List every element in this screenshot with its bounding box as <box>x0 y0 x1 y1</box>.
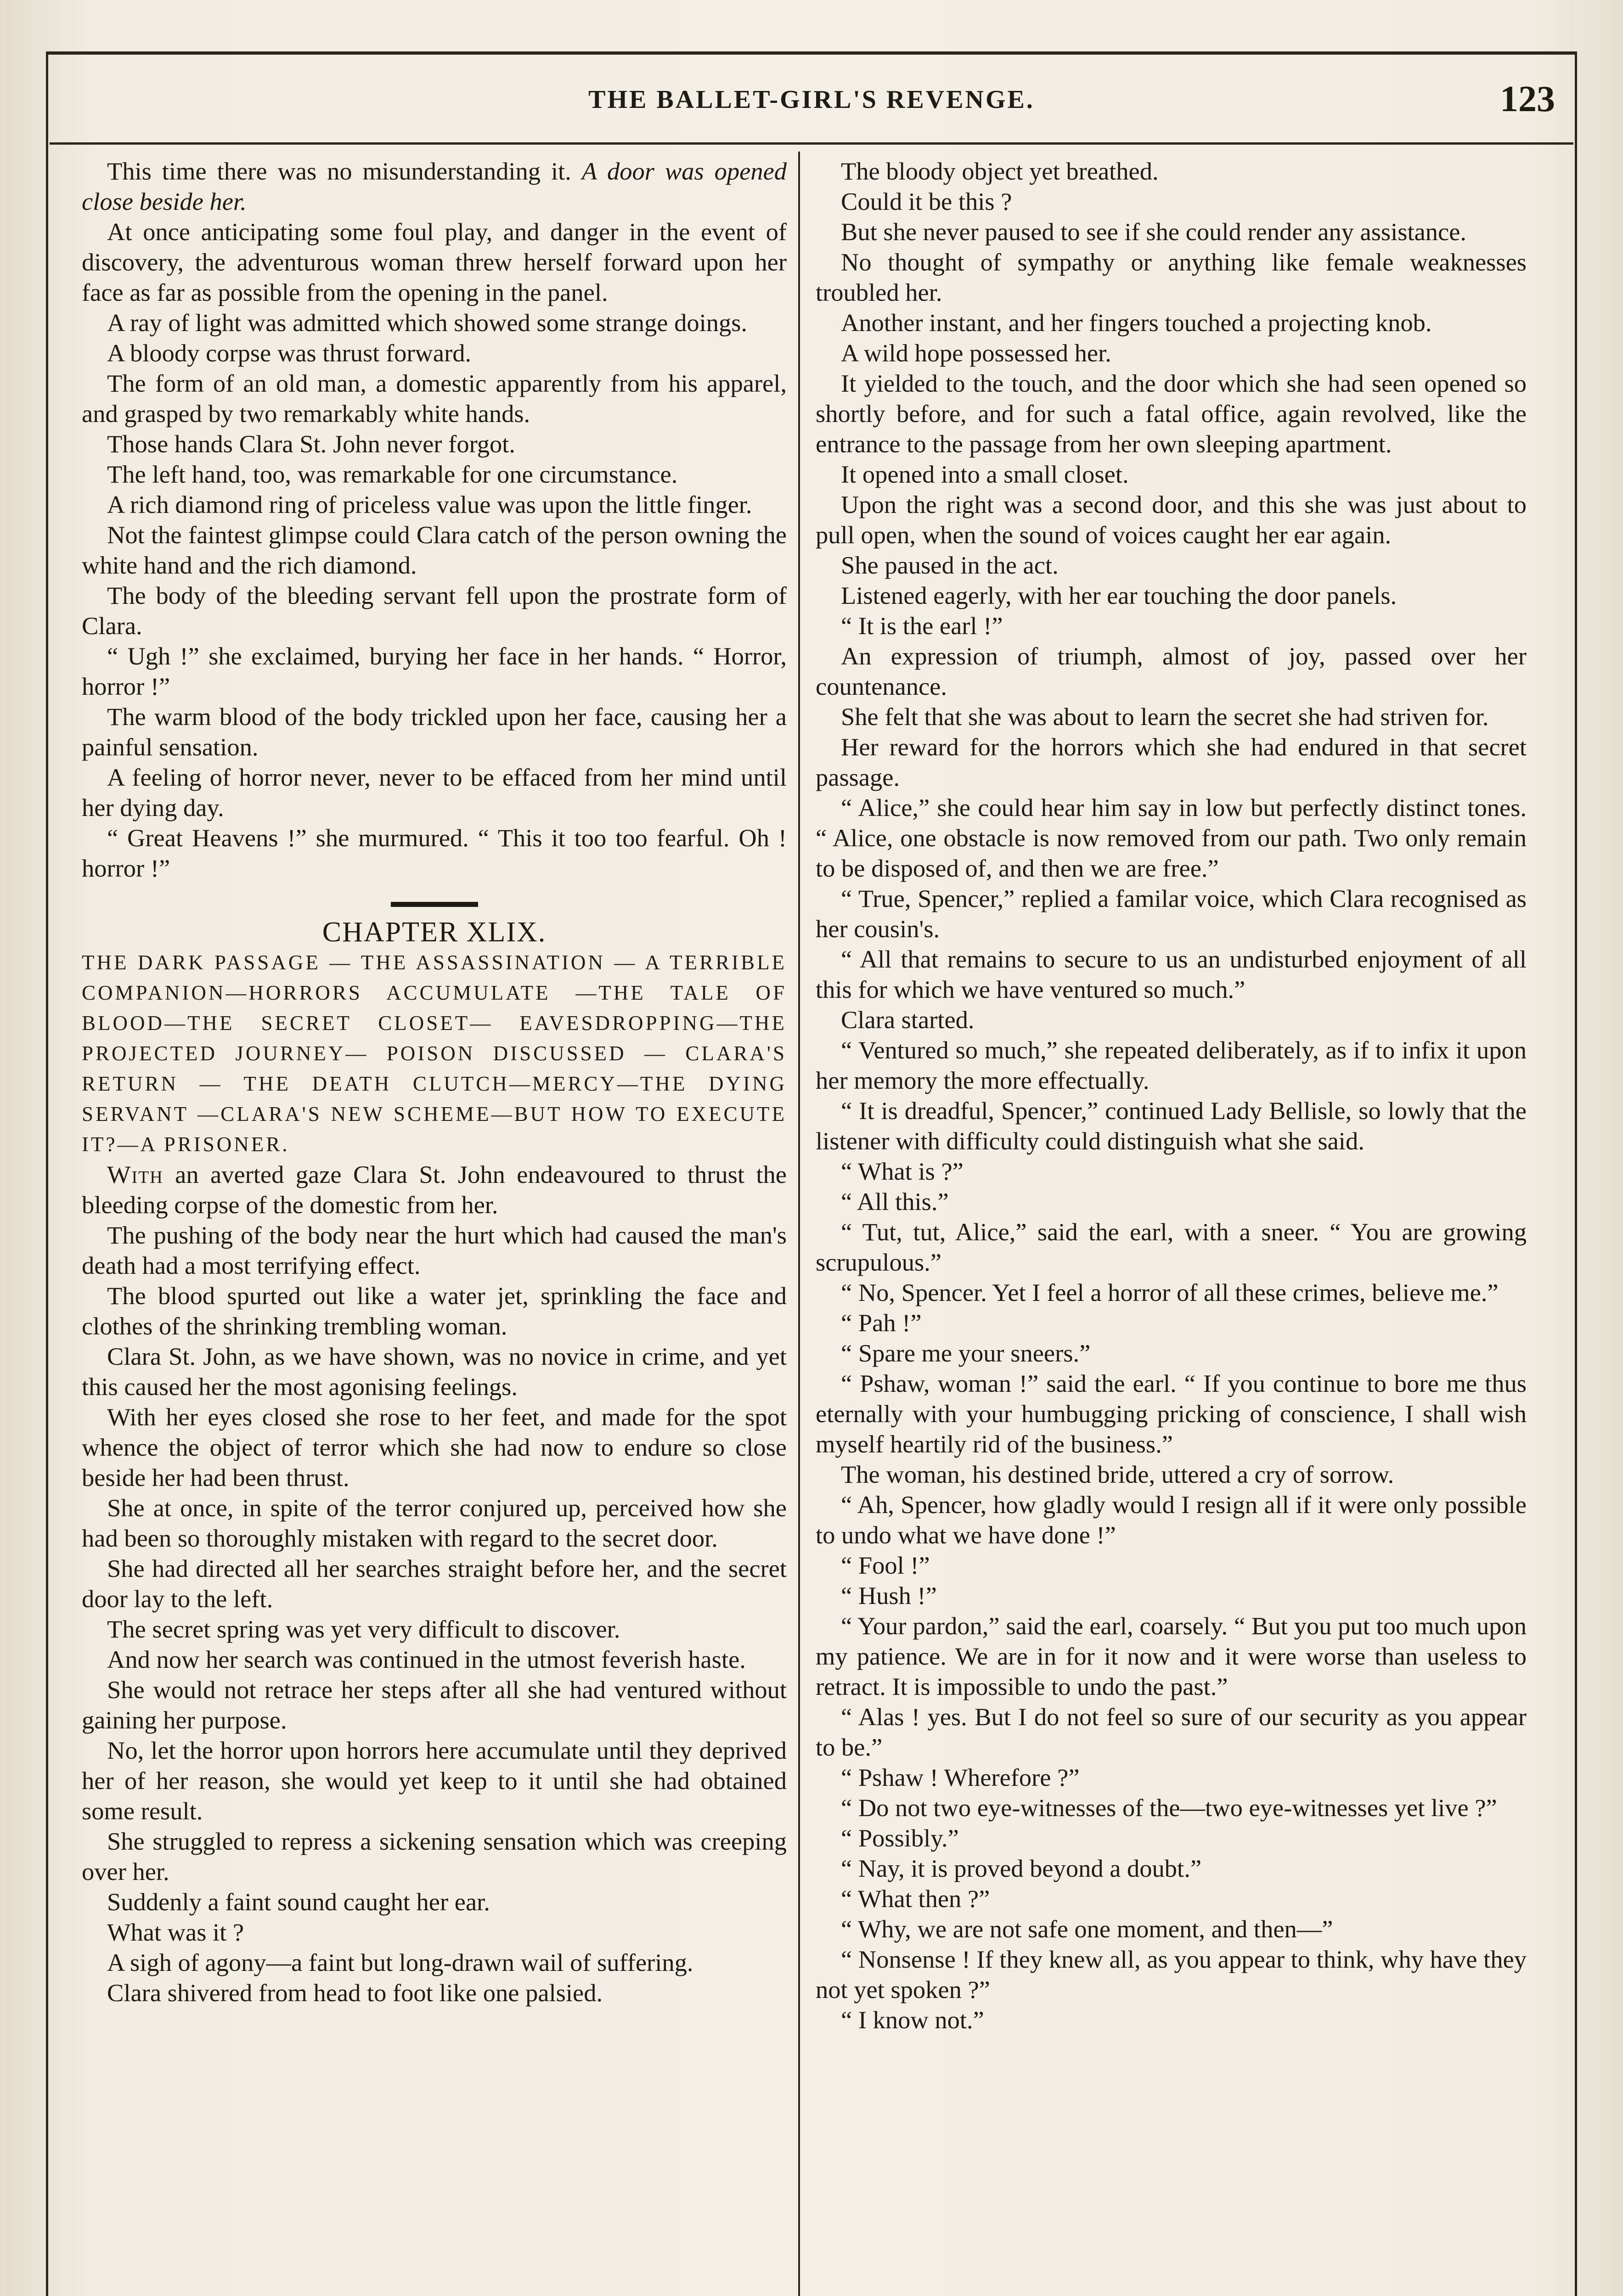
paragraph: Another instant, and her fingers touched a projecting knob. <box>841 309 1432 337</box>
paragraph: An expression of triumph, almost of joy, passed over her countenance. <box>816 642 1527 700</box>
paragraph: Listened eagerly, with her ear touching the door panels. <box>841 581 1397 609</box>
paragraph: She felt that she was about to learn the secret she had striven for. <box>841 703 1489 731</box>
paragraph: A sigh of agony—a faint but long-drawn wail of suffering. <box>107 1948 693 1976</box>
paragraph: The bloody object yet breathed. <box>841 157 1159 185</box>
paragraph: No, let the horror upon horrors here accumulate until they deprived her of her reason, she would yet keep to it until she had obtained some result. <box>82 1736 787 1825</box>
paragraph: “ It is the earl !” <box>841 612 1003 640</box>
paragraph: The secret spring was yet very difficult to discover. <box>107 1615 620 1643</box>
paragraph: Clara St. John, as we have shown, was no novice in crime, and yet this caused her the most agonising feelings. <box>82 1342 787 1401</box>
left-column <box>82 156 787 2296</box>
paragraph: Clara started. <box>841 1006 975 1034</box>
paragraph: The woman, his destined bride, uttered a cry of sorrow. <box>841 1460 1394 1488</box>
paragraph: “ All that remains to secure to us an undisturbed enjoyment of all this for which we have ventured so much.” <box>816 945 1527 1003</box>
paragraph: At once anticipating some foul play, and danger in the event of discovery, the adventurous woman threw herself forward upon her face as far as possible from the opening in the panel. <box>82 218 787 306</box>
paragraph: A feeling of horror never, never to be effaced from her mind until her dying day. <box>82 763 787 822</box>
paragraph: Upon the right was a second door, and this she was just about to pull open, when the sound of voices caught her ear again. <box>816 490 1527 549</box>
paragraph: The warm blood of the body trickled upon her face, causing her a painful sensation. <box>82 703 787 761</box>
paragraph: The blood spurted out like a water jet, sprinkling the face and clothes of the shrinking trembling woman. <box>82 1282 787 1340</box>
paragraph: She at once, in spite of the terror conjured up, perceived how she had been so thoroughly mistaken with regard to the secret door. <box>82 1494 787 1552</box>
paragraph: “ It is dreadful, Spencer,” continued Lady Bellisle, so lowly that the listener with difficulty could distinguish what she said. <box>816 1097 1527 1155</box>
paragraph: The form of an old man, a domestic apparently from his apparel, and grasped by two remarkably white hands. <box>82 369 787 428</box>
paragraph: No thought of sympathy or anything like female weaknesses troubled her. <box>816 248 1527 306</box>
paragraph: “ I know not.” <box>841 2006 984 2034</box>
italic-text: A door was opened close beside her. <box>82 157 787 215</box>
paragraph: “ Pshaw, woman !” said the earl. “ If you continue to bore me thus eternally with your humbugging pricking of conscience, I shall wish myself heartily rid of the business.” <box>816 1369 1527 1458</box>
paragraph: But she never paused to see if she could render any assistance. <box>841 218 1467 246</box>
paragraph: The pushing of the body near the hurt which had caused the man's death had a most terrifying effect. <box>82 1221 787 1279</box>
paragraph: “ Alice,” she could hear him say in low but perfectly distinct tones. “ Alice, one obstacle is now removed from our path. Two only remain to be disposed of, and then we are free.” <box>816 793 1527 882</box>
paragraph: It opened into a small closet. <box>841 460 1129 488</box>
paragraph: “ Your pardon,” said the earl, coarsely. “ But you put too much upon my patience. We are in for it now and it were worse than useless to retract. It is impossible to undo the past.” <box>816 1612 1527 1700</box>
paragraph: Suddenly a faint sound caught her ear. <box>107 1888 490 1916</box>
paragraph: “ All this.” <box>841 1187 949 1216</box>
paragraph: Those hands Clara St. John never forgot. <box>107 430 516 458</box>
running-head: THE BALLET-GIRL'S REVENGE. <box>588 85 1035 114</box>
paragraph: “ Spare me your sneers.” <box>841 1339 1091 1367</box>
paragraph: “ Possibly.” <box>841 1824 959 1852</box>
paragraph: “ True, Spencer,” replied a familar voice, which Clara recognised as her cousin's. <box>816 884 1527 943</box>
paragraph: “ Pah !” <box>841 1309 922 1337</box>
paragraph: She would not retrace her steps after all she had ventured without gaining her purpose. <box>82 1676 787 1734</box>
page-header <box>50 80 1573 131</box>
paragraph: “ Nonsense ! If they knew all, as you appear to think, why have they not yet spoken ?” <box>816 1945 1527 2003</box>
paragraph: “ Nay, it is proved beyond a doubt.” <box>841 1854 1202 1882</box>
paragraph: “ Great Heavens !” she murmured. “ This it too too fearful. Oh ! horror !” <box>82 824 787 882</box>
chapter-synopsis: THE DARK PASSAGE — THE ASSASSINATION — A TERRIBLE COMPANION—HORRORS ACCUMULATE —THE TALE OF BLOOD—THE SECRET CLOSET— EAVESDROPPING—THE PROJECTED JOURNEY— POISON DISCUSSED — CLARA'S RETURN — THE DEATH CLUTCH—MERCY—THE DYING SERVANT —CLARA'S NEW SCHEME—BUT HOW TO EXECUTE IT?—A PRISONER. <box>82 951 787 1156</box>
paragraph: Not the faintest glimpse could Clara catch of the person owning the white hand and the rich diamond. <box>82 521 787 579</box>
paragraph: She struggled to repress a sickening sensation which was creeping over her. <box>82 1827 787 1885</box>
paragraph: With her eyes closed she rose to her feet, and made for the spot whence the object of terror which she had now to endure so close beside her had been thrust. <box>82 1403 787 1491</box>
section-ornament-rule <box>391 902 478 907</box>
paragraph: This time there was no misunderstanding it. A door was opened close beside her. <box>82 157 787 215</box>
paragraph: And now her search was continued in the utmost feverish haste. <box>107 1645 746 1673</box>
paragraph: It yielded to the touch, and the door which she had seen opened so shortly before, and for such a fatal office, again revolved, like the entrance to the passage from her own sleeping apartment. <box>816 369 1527 458</box>
column-divider <box>798 152 800 2296</box>
page-number: 123 <box>1500 79 1555 119</box>
right-column <box>816 156 1527 2296</box>
paragraph: “ Hush !” <box>841 1581 937 1609</box>
paragraph: “ Ventured so much,” she repeated deliberately, as if to infix it upon her memory the more effectually. <box>816 1036 1527 1094</box>
paragraph: “ Why, we are not safe one moment, and then—” <box>841 1915 1333 1943</box>
paragraph: Clara shivered from head to foot like one palsied. <box>107 1979 603 2007</box>
paragraph: “ Fool !” <box>841 1551 930 1579</box>
paragraph: With an averted gaze Clara St. John endeavoured to thrust the bleeding corpse of the domestic from her. <box>82 1160 787 1219</box>
opening-word: With <box>107 1160 163 1188</box>
paragraph: Could it be this ? <box>841 187 1012 215</box>
paragraph: A rich diamond ring of priceless value was upon the little finger. <box>107 490 752 518</box>
paragraph: A ray of light was admitted which showed some strange doings. <box>107 309 748 337</box>
paragraph: “ Pshaw ! Wherefore ?” <box>841 1763 1080 1791</box>
paragraph: The body of the bleeding servant fell upon the prostrate form of Clara. <box>82 581 787 640</box>
chapter-title: CHAPTER XLIX. <box>322 917 547 948</box>
paragraph: “ What is ?” <box>841 1157 964 1185</box>
paragraph: She paused in the act. <box>841 551 1059 579</box>
paragraph: Her reward for the horrors which she had endured in that secret passage. <box>816 733 1527 791</box>
header-rule <box>50 142 1573 145</box>
paragraph: “ What then ?” <box>841 1885 990 1913</box>
paragraph: A bloody corpse was thrust forward. <box>107 339 472 367</box>
paragraph: What was it ? <box>107 1918 244 1946</box>
paragraph: She had directed all her searches straight before her, and the secret door lay to the left. <box>82 1554 787 1613</box>
paragraph: A wild hope possessed her. <box>841 339 1111 367</box>
paragraph: “ Do not two eye-witnesses of the—two eye-witnesses yet live ?” <box>841 1794 1497 1822</box>
paragraph: “ Tut, tut, Alice,” said the earl, with a sneer. “ You are growing scrupulous.” <box>816 1218 1527 1276</box>
paragraph: “ Ah, Spencer, how gladly would I resign all if it were only possible to undo what we have done !” <box>816 1491 1527 1549</box>
paragraph: “ Alas ! yes. But I do not feel so sure of our security as you appear to be.” <box>816 1703 1527 1761</box>
paragraph: “ No, Spencer. Yet I feel a horror of all these crimes, believe me.” <box>841 1278 1499 1306</box>
paragraph: The left hand, too, was remarkable for one circumstance. <box>107 460 678 488</box>
paragraph: “ Ugh !” she exclaimed, burying her face in her hands. “ Horror, horror !” <box>82 642 787 700</box>
